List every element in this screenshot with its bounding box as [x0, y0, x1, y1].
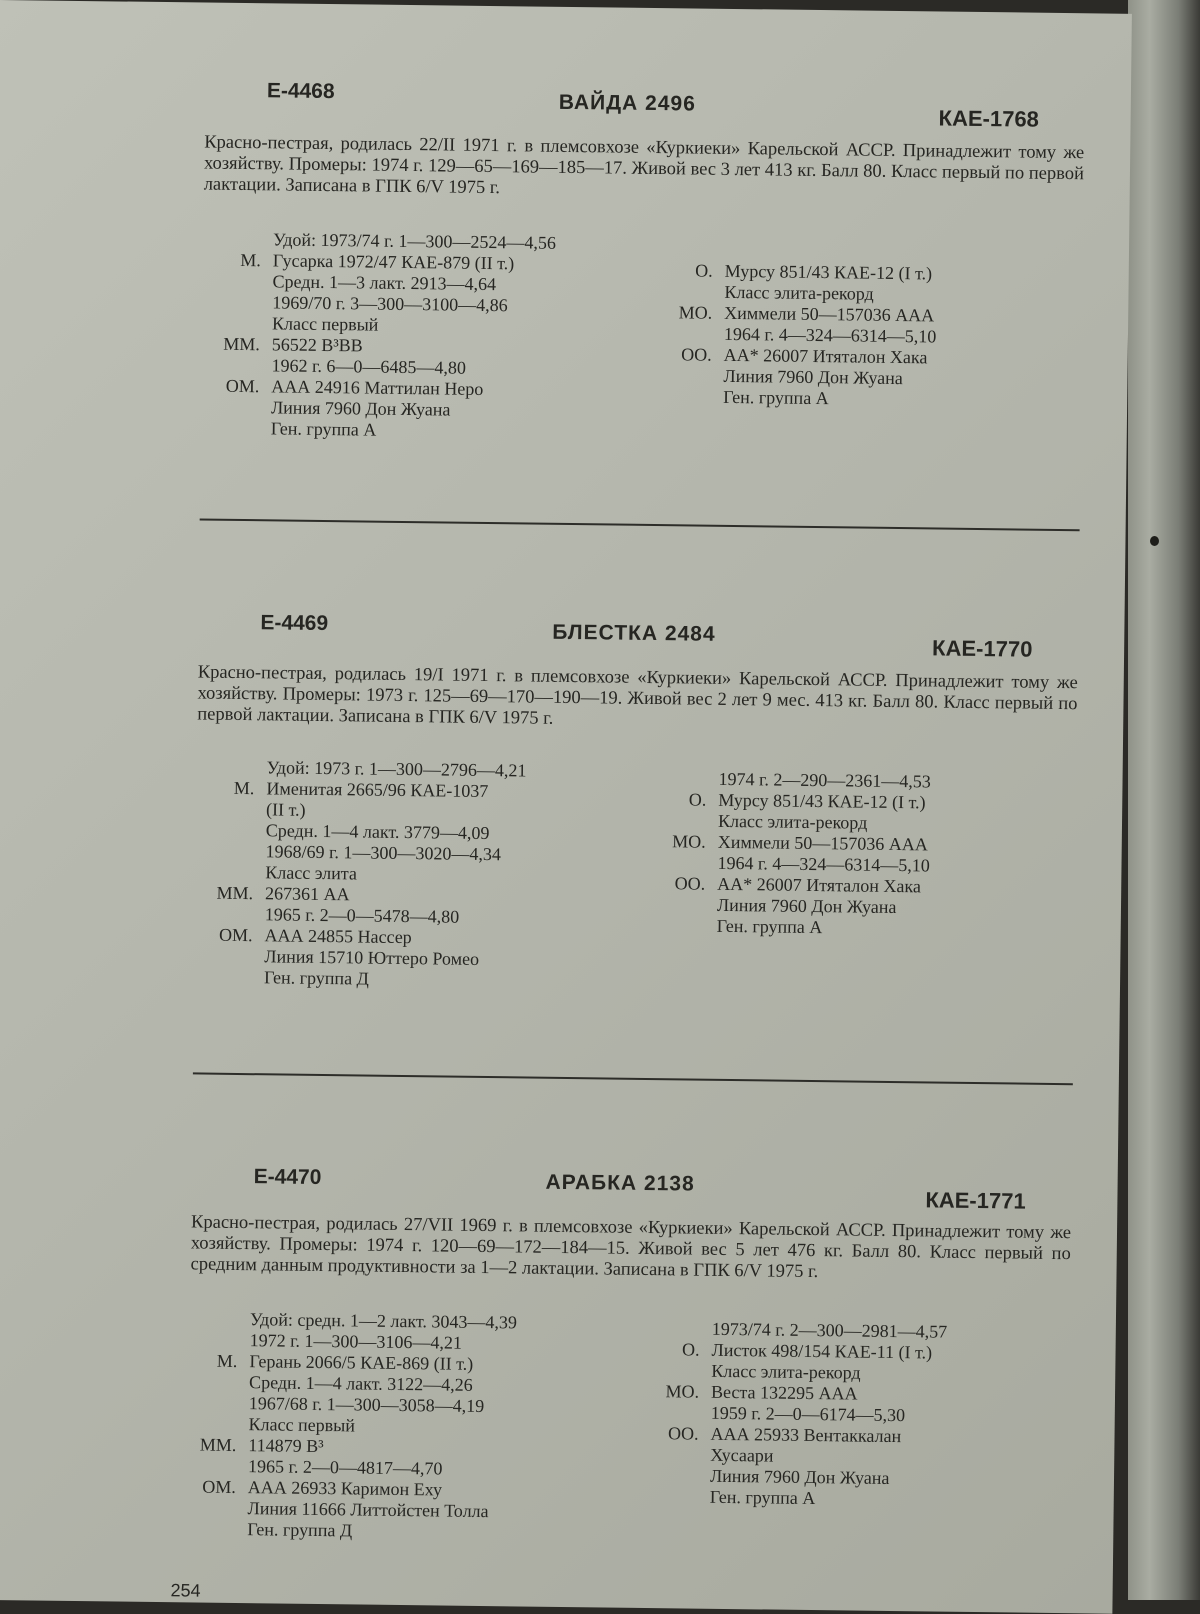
pedigree-text: Ген. группа А [723, 386, 829, 409]
section-divider [193, 1072, 1073, 1085]
entry-e4470 [0, 1162, 1118, 1541]
pedigree-text: ААА 24916 Маттилан Неро [271, 376, 484, 399]
pedigree-label [179, 1408, 249, 1409]
pedigree-text: 1965 г. 2—0—5478—4,80 [264, 904, 460, 927]
pedigree-label: О. [688, 789, 707, 810]
pedigree-text: 1967/68 г. 1—300—3058—4,19 [248, 1393, 485, 1417]
entry-e4468 [0, 76, 1131, 440]
pedigree-label [653, 402, 723, 403]
pedigree-text: Именитая 2665/96 КАЕ-1037 [266, 778, 489, 802]
pedigree-label [203, 286, 273, 287]
pedigree-text: Ген. группа А [716, 915, 823, 938]
pedigree-text: Класс первый [271, 313, 379, 335]
entry-code: Е-4468 [266, 79, 335, 104]
left-pedigree [194, 756, 527, 991]
pedigree-text: 1965 г. 2—0—4817—4,70 [247, 1456, 443, 1479]
pedigree-text: ААА 24855 Нассер [264, 925, 412, 948]
pedigree-text: Ген. группа А [709, 1486, 816, 1509]
pedigree-text: Мурсу 851/43 КАЕ-12 (I т.) [724, 260, 933, 284]
pedigree-text: ААА 26933 Каримон Еху [247, 1477, 443, 1500]
pedigree-label [180, 1324, 250, 1325]
pedigree-label [640, 1460, 710, 1461]
description-text: Красно-пестрая, родилась 19/I 1971 г. в племсовхозе «Куркиеки» Карельской АССР. Принадлежит тому же хозяйству. Промеры: 1973 г. 125—69—170—190—19. Живой вес 2 лет 9 мес. 413 кг. Балл 80. Класс первый по первой лактации. Записана в ГПК 6/V 1975 г. [197, 662, 1078, 729]
pedigree-label [195, 877, 265, 878]
pedigree-label [195, 919, 265, 920]
pedigree-text: 1964 г. 4—324—6314—5,10 [723, 323, 937, 347]
pedigree-text: Средн. 1—4 лакт. 3122—4,26 [249, 1372, 473, 1395]
ink-spot [1150, 536, 1159, 546]
entry-kae: КАЕ-1768 [938, 105, 1040, 132]
entry-description [204, 133, 1085, 207]
pedigree-label [197, 772, 267, 773]
pedigree-label [647, 910, 717, 911]
pedigree-label [196, 814, 266, 815]
pedigree-text: ААА 25933 Вентаккалан [710, 1423, 902, 1447]
pedigree-text: Хусаари [710, 1444, 774, 1466]
pedigree-label: ММ. [199, 1434, 237, 1455]
pedigree-label [202, 328, 272, 329]
pedigree-text: Средн. 1—3 лакт. 2913—4,64 [272, 271, 497, 295]
pedigree-label [178, 1513, 248, 1514]
pedigree-label [177, 1534, 247, 1535]
pedigree-label: М. [216, 1350, 238, 1372]
pedigree-label [654, 297, 724, 298]
pedigree-label: ОО. [681, 344, 712, 365]
entry-code: Е-4469 [260, 611, 329, 636]
description-text: Красно-пестрая, родилась 22/II 1971 г. в племсовхозе «Куркиеки» Карельской АССР. Принадлежит тому же хозяйству. Промеры: 1974 г. 129—65—169—185—17. Живой вес 3 лет 413 кг. Балл 80. Класс первый по первой лактации. Записана в ГПК 6/V 1975 г. [203, 132, 1085, 199]
pedigree-text: Класс элита-рекорд [717, 810, 868, 833]
left-pedigree [201, 228, 556, 442]
entry-description [197, 662, 1078, 736]
pedigree-label: М. [240, 249, 261, 271]
pedigree-text: АА* 26007 Итяталон Хака [723, 344, 928, 368]
entry-name: ВАЙДА 2496 [558, 90, 696, 116]
section-divider [200, 518, 1080, 531]
pedigree-text: Гусарка 1972/47 КАЕ-879 (II т.) [272, 250, 515, 274]
book-spine [1128, 0, 1200, 1600]
page-number: 254 [170, 1580, 201, 1601]
pedigree-label [647, 868, 717, 869]
pedigree-label [196, 856, 266, 857]
pedigree-line [177, 1518, 514, 1543]
right-pedigree [647, 768, 931, 939]
pedigree-label [640, 1502, 710, 1503]
pedigree-text: 1968/69 г. 1—300—3020—4,34 [265, 841, 502, 865]
left-pedigree [177, 1308, 517, 1543]
pedigree-text: Ген. группа Д [263, 967, 370, 989]
pedigree-label: ОО. [667, 1423, 699, 1444]
pedigree-text: Герань 2066/5 КАЕ-869 (II т.) [249, 1351, 474, 1374]
pedigree-label: О. [681, 1339, 700, 1360]
pedigree-text: Линия 15710 Юттеро Ромео [264, 946, 480, 969]
pedigree-text: Удой: 1973/74 г. 1—300—2524—4,56 [272, 229, 557, 253]
pedigree-label: ОО. [674, 873, 706, 894]
pedigree-label: М. [233, 777, 255, 799]
right-pedigree [653, 260, 937, 410]
entry-description [190, 1212, 1071, 1286]
pedigree-text: 56522 В³ВВ [271, 334, 363, 356]
pedigree-text: Линия 7960 Дон Жуана [716, 894, 897, 918]
pedigree-label [196, 835, 266, 836]
pedigree-label [203, 244, 273, 245]
pedigree-label [641, 1376, 711, 1377]
pedigree-text: Линия 7960 Дон Жуана [709, 1465, 890, 1488]
pedigree-text: Удой: средн. 1—2 лакт. 3043—4,39 [249, 1309, 518, 1333]
pedigree-text: Веста 132295 ААА [710, 1381, 858, 1404]
pedigree-label [642, 1334, 712, 1335]
pedigree-text: Средн. 1—4 лакт. 3779—4,09 [265, 820, 490, 844]
pedigree-label [179, 1429, 249, 1430]
pedigree-label [202, 307, 272, 308]
entry-name: БЛЕСТКА 2484 [552, 620, 716, 646]
pedigree-text: Химмели 50—157036 ААА [717, 831, 928, 855]
pedigree-label: МО. [672, 831, 706, 852]
pedigree-text: 114879 В³ [248, 1435, 324, 1457]
pedigree-label: ОМ. [202, 1476, 236, 1497]
pedigree-label: ОМ. [225, 375, 260, 397]
pedigree-line [640, 1486, 946, 1511]
pedigree-text: Класс элита-рекорд [724, 281, 874, 304]
pedigree-label [653, 381, 723, 382]
pedigree-label: ОМ. [218, 924, 253, 946]
pedigree-text: Ген. группа Д [247, 1519, 353, 1541]
pedigree-text: 267361 АА [264, 883, 350, 905]
pedigree-text: Листок 498/154 КАЕ-11 (I т.) [711, 1339, 933, 1363]
pedigree-label [194, 982, 264, 983]
pedigree-text: (II т.) [266, 799, 306, 820]
entry-kae: КАЕ-1770 [932, 635, 1033, 662]
pedigree-label [647, 931, 717, 932]
pedigree-label [648, 826, 718, 827]
pedigree-line [194, 966, 524, 991]
pedigree-label: ММ. [216, 882, 254, 904]
pedigree-text: 1959 г. 2—0—6174—5,30 [710, 1402, 906, 1426]
description-text: Красно-пестрая, родилась 27/VII 1969 г. в племсовхозе «Куркиеки» Карельской АССР. Принадлежит тому же хозяйству. Промеры: 1974 г. 120—69—172—184—15. Живой вес 5 лет 476 кг. Балл 80. Класс первый по средним данным продуктивности за 1—2 лактации. Записана в ГПК 6/V 1975 г. [190, 1212, 1072, 1283]
pedigree-text: Линия 7960 Дон Жуана [723, 365, 903, 389]
pedigree-text: 1964 г. 4—324—6314—5,10 [717, 852, 930, 876]
pedigree-text: 1962 г. 6—0—6485—4,80 [271, 355, 467, 378]
pedigree-label [654, 339, 724, 340]
pedigree-text: 1974 г. 2—290—2361—4,53 [718, 768, 932, 792]
pedigree-text: АА* 26007 Итяталон Хака [717, 873, 922, 897]
pedigree-label [201, 433, 271, 434]
pedigree-label [179, 1387, 249, 1388]
pedigree-label: МО. [665, 1381, 700, 1402]
pedigree-label [178, 1471, 248, 1472]
pedigree-text: Ген. группа А [270, 418, 377, 440]
pedigree-label [180, 1345, 250, 1346]
pedigree-label [640, 1481, 710, 1482]
pedigree-text: Линия 11666 Литтойстен Толла [247, 1498, 489, 1522]
entry-code: Е-4470 [253, 1165, 322, 1190]
pedigree-text: 1973/74 г. 2—300—2981—4,57 [711, 1318, 948, 1342]
pedigree-label [201, 370, 271, 371]
pedigree-text: Мурсу 851/43 КАЕ-12 (I т.) [718, 789, 926, 813]
pedigree-label [194, 961, 264, 962]
pedigree-label [648, 784, 718, 785]
pedigree-line [201, 417, 554, 442]
entry-name: АРАБКА 2138 [545, 1170, 695, 1196]
pedigree-label: О. [695, 260, 713, 281]
entry-e4469 [0, 608, 1124, 989]
pedigree-text: Удой: 1973 г. 1—300—2796—4,21 [266, 757, 527, 781]
pedigree-text: 1972 г. 1—300—3106—4,21 [249, 1330, 463, 1353]
pedigree-text: 1969/70 г. 3—300—3100—4,86 [272, 292, 508, 316]
pedigree-label: МО. [678, 302, 713, 323]
pedigree-text: Класс первый [248, 1414, 356, 1436]
right-pedigree [640, 1318, 948, 1511]
pedigree-label [201, 412, 271, 413]
pedigree-text: Класс элита-рекорд [711, 1360, 861, 1383]
pedigree-line [647, 915, 930, 939]
pedigree-label [641, 1418, 711, 1419]
pedigree-label: ММ. [223, 333, 260, 355]
entry-kae: КАЕ-1771 [925, 1187, 1026, 1214]
pedigree-text: Химмели 50—157036 ААА [724, 302, 935, 326]
pedigree-text: Линия 7960 Дон Жуана [270, 397, 451, 420]
pedigree-text: Класс элита [265, 862, 358, 884]
pedigree-line [653, 386, 936, 410]
